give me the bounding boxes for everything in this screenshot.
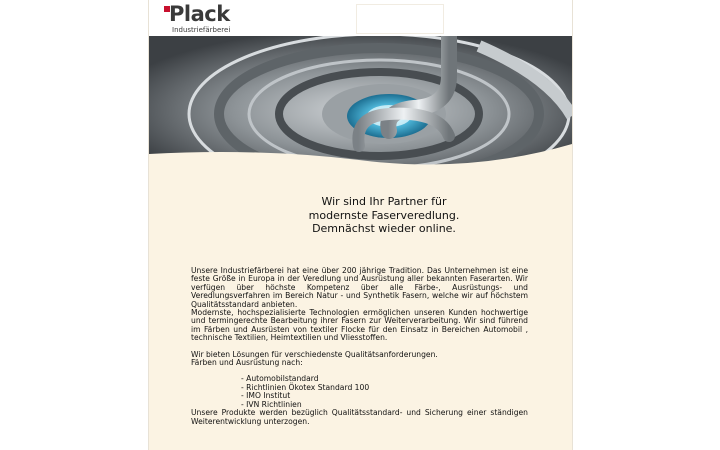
paragraph-tradition: Unsere Industriefärberei hat eine über 200 jährige Tradition. Das Unternehmen ist eine feste Größe in Europa in der Veredlung und Ausrüstung aller bekannten Faserarten. Wir verfügen über höchste Kompetenz über alle Färbe-, Ausrüstungs- und Veredlungsverfahren im Bereich Natur - und Synthetik Fasern, welche wir auf höchstem Qualitätsstandard anbieten. [191,266,528,309]
list-item: - IVN Richtlinien [241,399,302,409]
paragraph-closing: Unsere Produkte werden bezüglich Qualitätsstandard- und Sicherung einer ständigen Weiterentwicklung unterzogen. [191,408,528,426]
tagline-line-1: Wir sind Ihr Partner für [321,195,447,208]
paragraph-technology: Modernste, hochspezialisierte Technologien ermöglichen unseren Kunden hochwertige und termingerechte Bearbeitung ihrer Fasern zur Weiterverarbeitung. Wir sind führend im Färben und Ausrüsten von textiler Flocke für den Einsatz in Bereichen Automobil , technische Textilien, Heimtextilien und Vliesstoffen. [191,308,528,343]
company-description [191,267,528,426]
header-blank-box [356,4,444,34]
logo-wordmark: Plack [169,2,230,26]
list-intro: Färben und Ausrüstung nach: [191,358,303,368]
list-item: - Automobilstandard [241,374,319,384]
paragraph-solutions: Wir bieten Lösungen für verschiedenste Qualitätsanforderungen. [191,349,438,359]
page-container [148,0,573,450]
header [149,0,572,36]
list-item: - IMO Institut [241,391,291,401]
tagline-line-2: modernste Faserveredlung. [308,208,460,222]
tagline-line-3: Demnächst wieder online. [312,222,456,235]
logo-subtitle: Industriefärberei [172,26,231,34]
dyeing-machine-image [149,36,572,171]
tagline [304,195,464,236]
standards-list [241,375,528,409]
list-item: - Richtlinien Ökotex Standard 100 [241,382,370,392]
logo[interactable] [164,2,254,34]
hero-image [149,36,572,171]
